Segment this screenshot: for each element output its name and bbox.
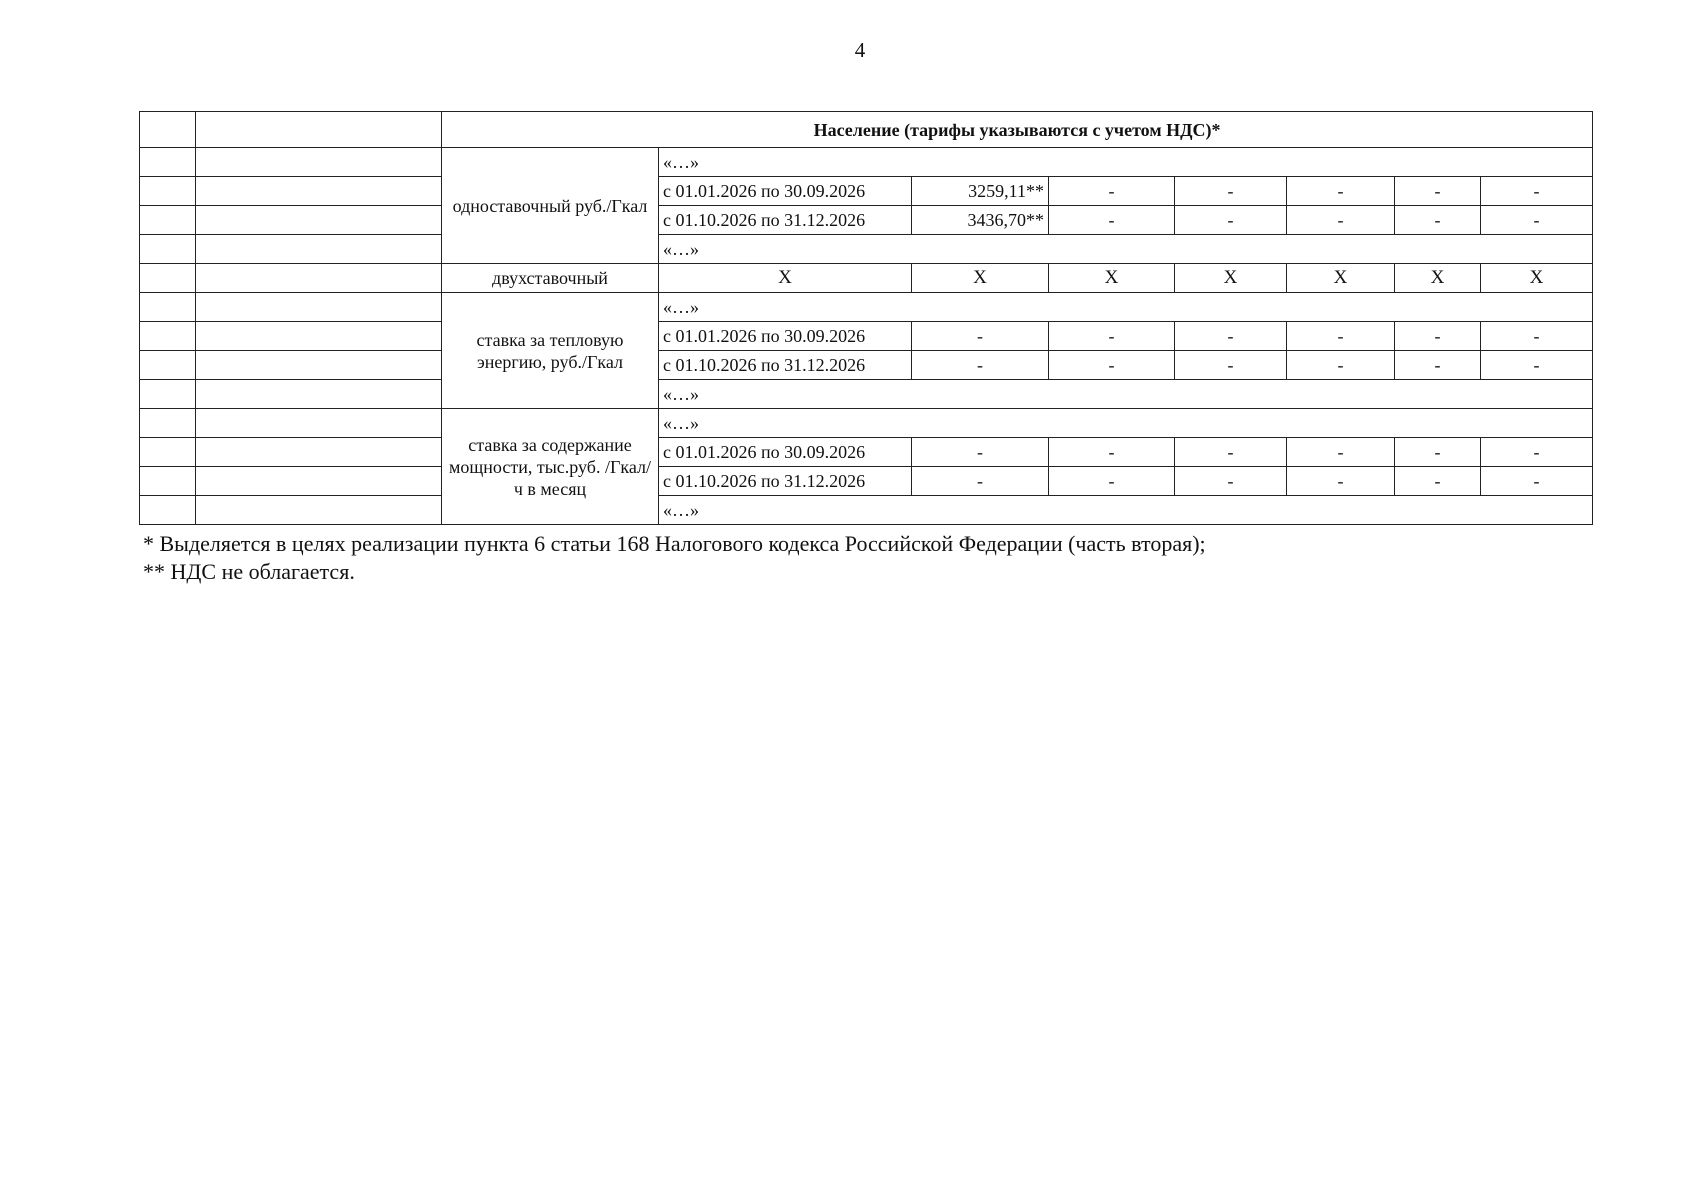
tariff-value: - [1287, 177, 1395, 206]
table-cell [196, 264, 442, 293]
tariff-value: - [912, 467, 1049, 496]
single-rate-label: одноставочный руб./Гкал [442, 148, 659, 264]
tariff-value: - [1395, 322, 1481, 351]
ellipsis-row: «…» [659, 235, 1593, 264]
tariff-value: - [1287, 467, 1395, 496]
table-row [140, 496, 1593, 525]
table-row [140, 351, 1593, 380]
ellipsis-row: «…» [659, 293, 1593, 322]
tariff-value: - [1175, 467, 1287, 496]
tariff-value: - [1481, 438, 1593, 467]
table-row [140, 177, 1593, 206]
page-number: 4 [854, 38, 866, 62]
period-cell: с 01.01.2026 по 30.09.2026 [659, 322, 912, 351]
table-cell [140, 148, 196, 177]
tariff-value: - [1481, 322, 1593, 351]
table-row [140, 467, 1593, 496]
table-cell [140, 351, 196, 380]
table-cell [196, 438, 442, 467]
table-cell [196, 177, 442, 206]
tariff-table [139, 111, 1593, 525]
tariff-value: - [1287, 206, 1395, 235]
capacity-label: ставка за содержание мощности, тыс.руб. /Гкал/ч в месяц [442, 409, 659, 525]
tariff-value: - [1287, 438, 1395, 467]
table-row [140, 112, 1593, 148]
footnote-vat-allocated: * Выделяется в целях реализации пункта 6 статьи 168 Налогового кодекса Российской Федерации (часть вторая); [143, 531, 1206, 556]
tariff-value: - [1049, 322, 1175, 351]
table-row [140, 380, 1593, 409]
table-cell [140, 112, 196, 148]
cross-mark: Х [1481, 264, 1593, 293]
heat-energy-label: ставка за тепловую энергию, руб./Гкал [442, 293, 659, 409]
tariff-value: - [1481, 206, 1593, 235]
tariff-value: - [1049, 351, 1175, 380]
footnotes [143, 530, 1623, 586]
table-cell [140, 467, 196, 496]
table-cell [196, 351, 442, 380]
cross-mark: Х [1175, 264, 1287, 293]
tariff-value: - [912, 322, 1049, 351]
period-cell: с 01.01.2026 по 30.09.2026 [659, 177, 912, 206]
tariff-value: - [1049, 438, 1175, 467]
footnote-vat-exempt: ** НДС не облагается. [143, 559, 355, 584]
table-cell [196, 206, 442, 235]
table-cell [196, 112, 442, 148]
table-row [140, 235, 1593, 264]
section-header: Население (тарифы указываются с учетом НДС)* [442, 112, 1593, 148]
tariff-value: 3259,11** [912, 177, 1049, 206]
period-cell: с 01.10.2026 по 31.12.2026 [659, 206, 912, 235]
table-cell [140, 409, 196, 438]
tariff-value: - [1175, 438, 1287, 467]
tariff-value: - [1175, 322, 1287, 351]
tariff-value: - [912, 438, 1049, 467]
table-cell [140, 264, 196, 293]
tariff-value: - [1481, 177, 1593, 206]
ellipsis-row: «…» [659, 409, 1593, 438]
table-cell [196, 293, 442, 322]
table-cell [140, 322, 196, 351]
cross-mark: Х [1049, 264, 1175, 293]
cross-mark: Х [912, 264, 1049, 293]
tariff-value: - [1395, 438, 1481, 467]
two-rate-label: двухставочный [442, 264, 659, 293]
table-row [140, 206, 1593, 235]
table-row [140, 438, 1593, 467]
tariff-value: - [1049, 467, 1175, 496]
table-cell [196, 322, 442, 351]
tariff-value: - [1287, 322, 1395, 351]
tariff-value: - [1395, 467, 1481, 496]
table-cell [140, 177, 196, 206]
tariff-value: - [1395, 206, 1481, 235]
ellipsis-row: «…» [659, 496, 1593, 525]
tariff-value: - [1175, 351, 1287, 380]
tariff-value: - [1175, 206, 1287, 235]
ellipsis-row: «…» [659, 148, 1593, 177]
ellipsis-row: «…» [659, 380, 1593, 409]
table-row [140, 322, 1593, 351]
table-row [140, 409, 1593, 438]
table-cell [196, 467, 442, 496]
table-cell [140, 293, 196, 322]
tariff-value: - [1049, 177, 1175, 206]
cross-mark: Х [659, 264, 912, 293]
table-cell [196, 409, 442, 438]
cross-mark: Х [1395, 264, 1481, 293]
table-cell [140, 496, 196, 525]
tariff-value: - [1287, 351, 1395, 380]
table-cell [140, 206, 196, 235]
table-row [140, 293, 1593, 322]
table-row [140, 148, 1593, 177]
tariff-value: - [1175, 177, 1287, 206]
table-row [140, 264, 1593, 293]
period-cell: с 01.10.2026 по 31.12.2026 [659, 351, 912, 380]
table-cell [196, 496, 442, 525]
tariff-value: - [1395, 177, 1481, 206]
table-cell [196, 148, 442, 177]
tariff-value: 3436,70** [912, 206, 1049, 235]
period-cell: с 01.10.2026 по 31.12.2026 [659, 467, 912, 496]
cross-mark: Х [1287, 264, 1395, 293]
table-cell [196, 380, 442, 409]
table-cell [140, 438, 196, 467]
table-cell [196, 235, 442, 264]
table-cell [140, 235, 196, 264]
tariff-value: - [1481, 467, 1593, 496]
tariff-value: - [1395, 351, 1481, 380]
table-cell [140, 380, 196, 409]
tariff-value: - [1049, 206, 1175, 235]
tariff-value: - [912, 351, 1049, 380]
period-cell: с 01.01.2026 по 30.09.2026 [659, 438, 912, 467]
tariff-value: - [1481, 351, 1593, 380]
